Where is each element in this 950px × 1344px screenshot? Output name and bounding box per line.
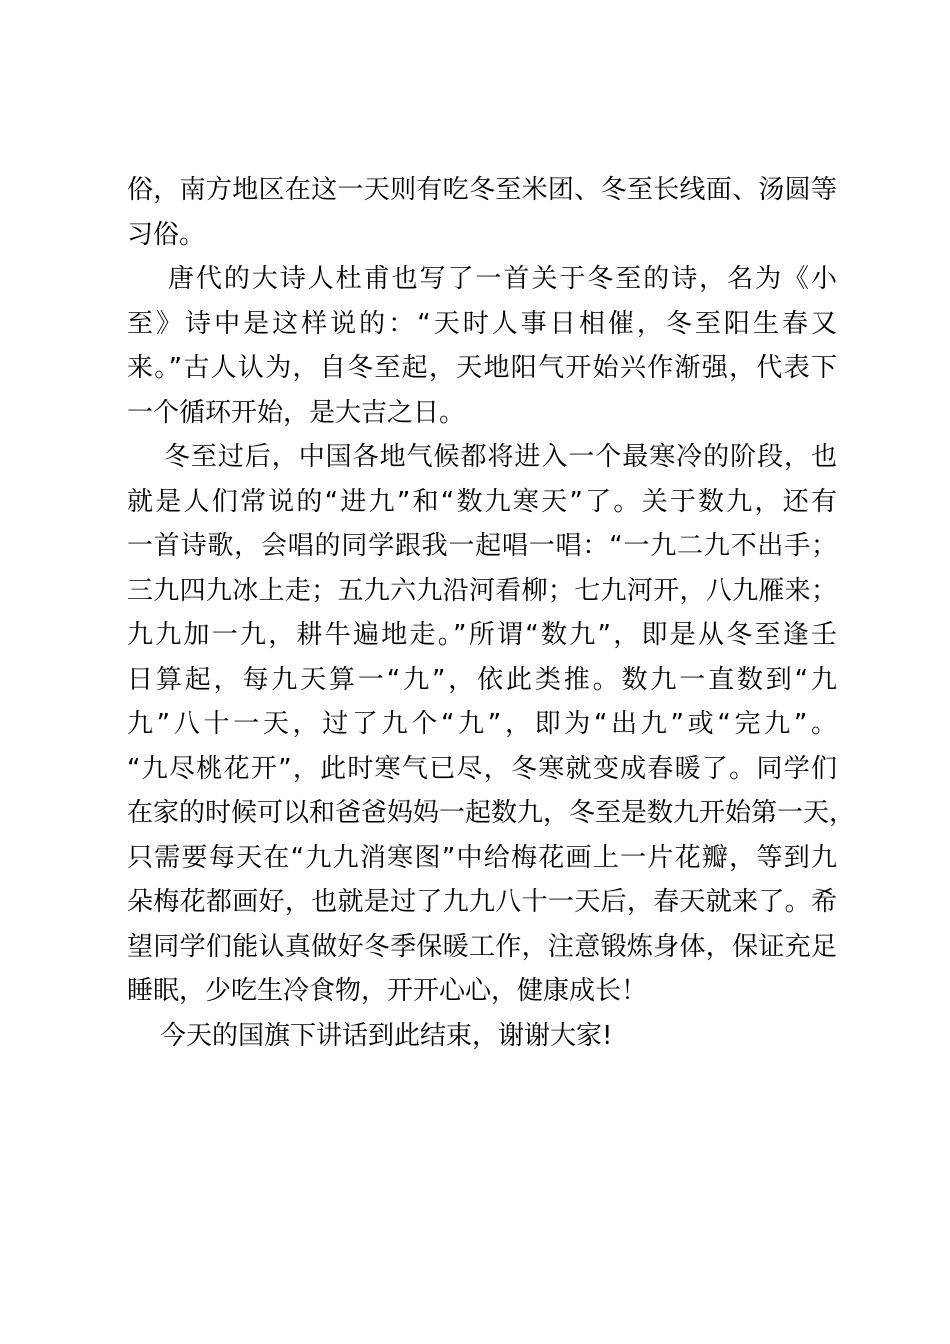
- text-line: “九尽桃花开”，此时寒气已尽，冬寒就变成春暖了。同学们: [127, 753, 837, 784]
- text-line: 日算起，每九天算一“九”，依此类推。数九一直数到“九: [127, 664, 837, 695]
- text-line: 就是人们常说的“进九”和“数九寒天”了。关于数九，还有: [127, 486, 837, 517]
- text-line: 冬至过后，中国各地气候都将进入一个最寒冷的阶段，也: [127, 442, 837, 472]
- text-line: 一个循环开始，是大吉之日。: [127, 397, 466, 428]
- text-line: 俗，南方地区在这一天则有吃冬至米团、冬至长线面、汤圆等: [127, 175, 837, 205]
- text-line: 三九四九冰上走；五九六九沿河看柳；七九河开，八九雁来；: [127, 575, 837, 606]
- text-line: 习俗。: [127, 219, 206, 250]
- text-line: 只需要每天在“九九消寒图”中给梅花画上一片花瓣，等到九: [127, 842, 837, 873]
- text-line: 九九加一九，耕牛遍地走。”所谓“数九”，即是从冬至逢壬: [127, 620, 837, 650]
- text-line: 今天的国旗下讲话到此结束，谢谢大家!: [127, 1020, 613, 1051]
- text-line: 望同学们能认真做好冬季保暖工作，注意锻炼身体，保证充足: [127, 931, 837, 962]
- text-line: 唐代的大诗人杜甫也写了一首关于冬至的诗，名为《小: [127, 264, 837, 294]
- text-line: 朵梅花都画好，也就是过了九九八十一天后，春天就来了。希: [127, 887, 837, 917]
- text-line: 来。”古人认为，自冬至起，天地阳气开始兴作渐强，代表下: [127, 353, 837, 383]
- text-line: 九”八十一天，过了九个“九”，即为“出九”或“完九”。: [127, 709, 837, 739]
- text-line: 睡眠，少吃生冷食物，开开心心，健康成长！: [127, 976, 648, 1006]
- text-line: 在家的时候可以和爸爸妈妈一起数九，冬至是数九开始第一天，: [127, 798, 856, 828]
- text-line: 一首诗歌，会唱的同学跟我一起唱一唱：“一九二九不出手；: [127, 531, 837, 561]
- text-line: 至》诗中是这样说的：“天时人事日相催，冬至阳生春又: [127, 308, 837, 339]
- document-body: [127, 168, 856, 1058]
